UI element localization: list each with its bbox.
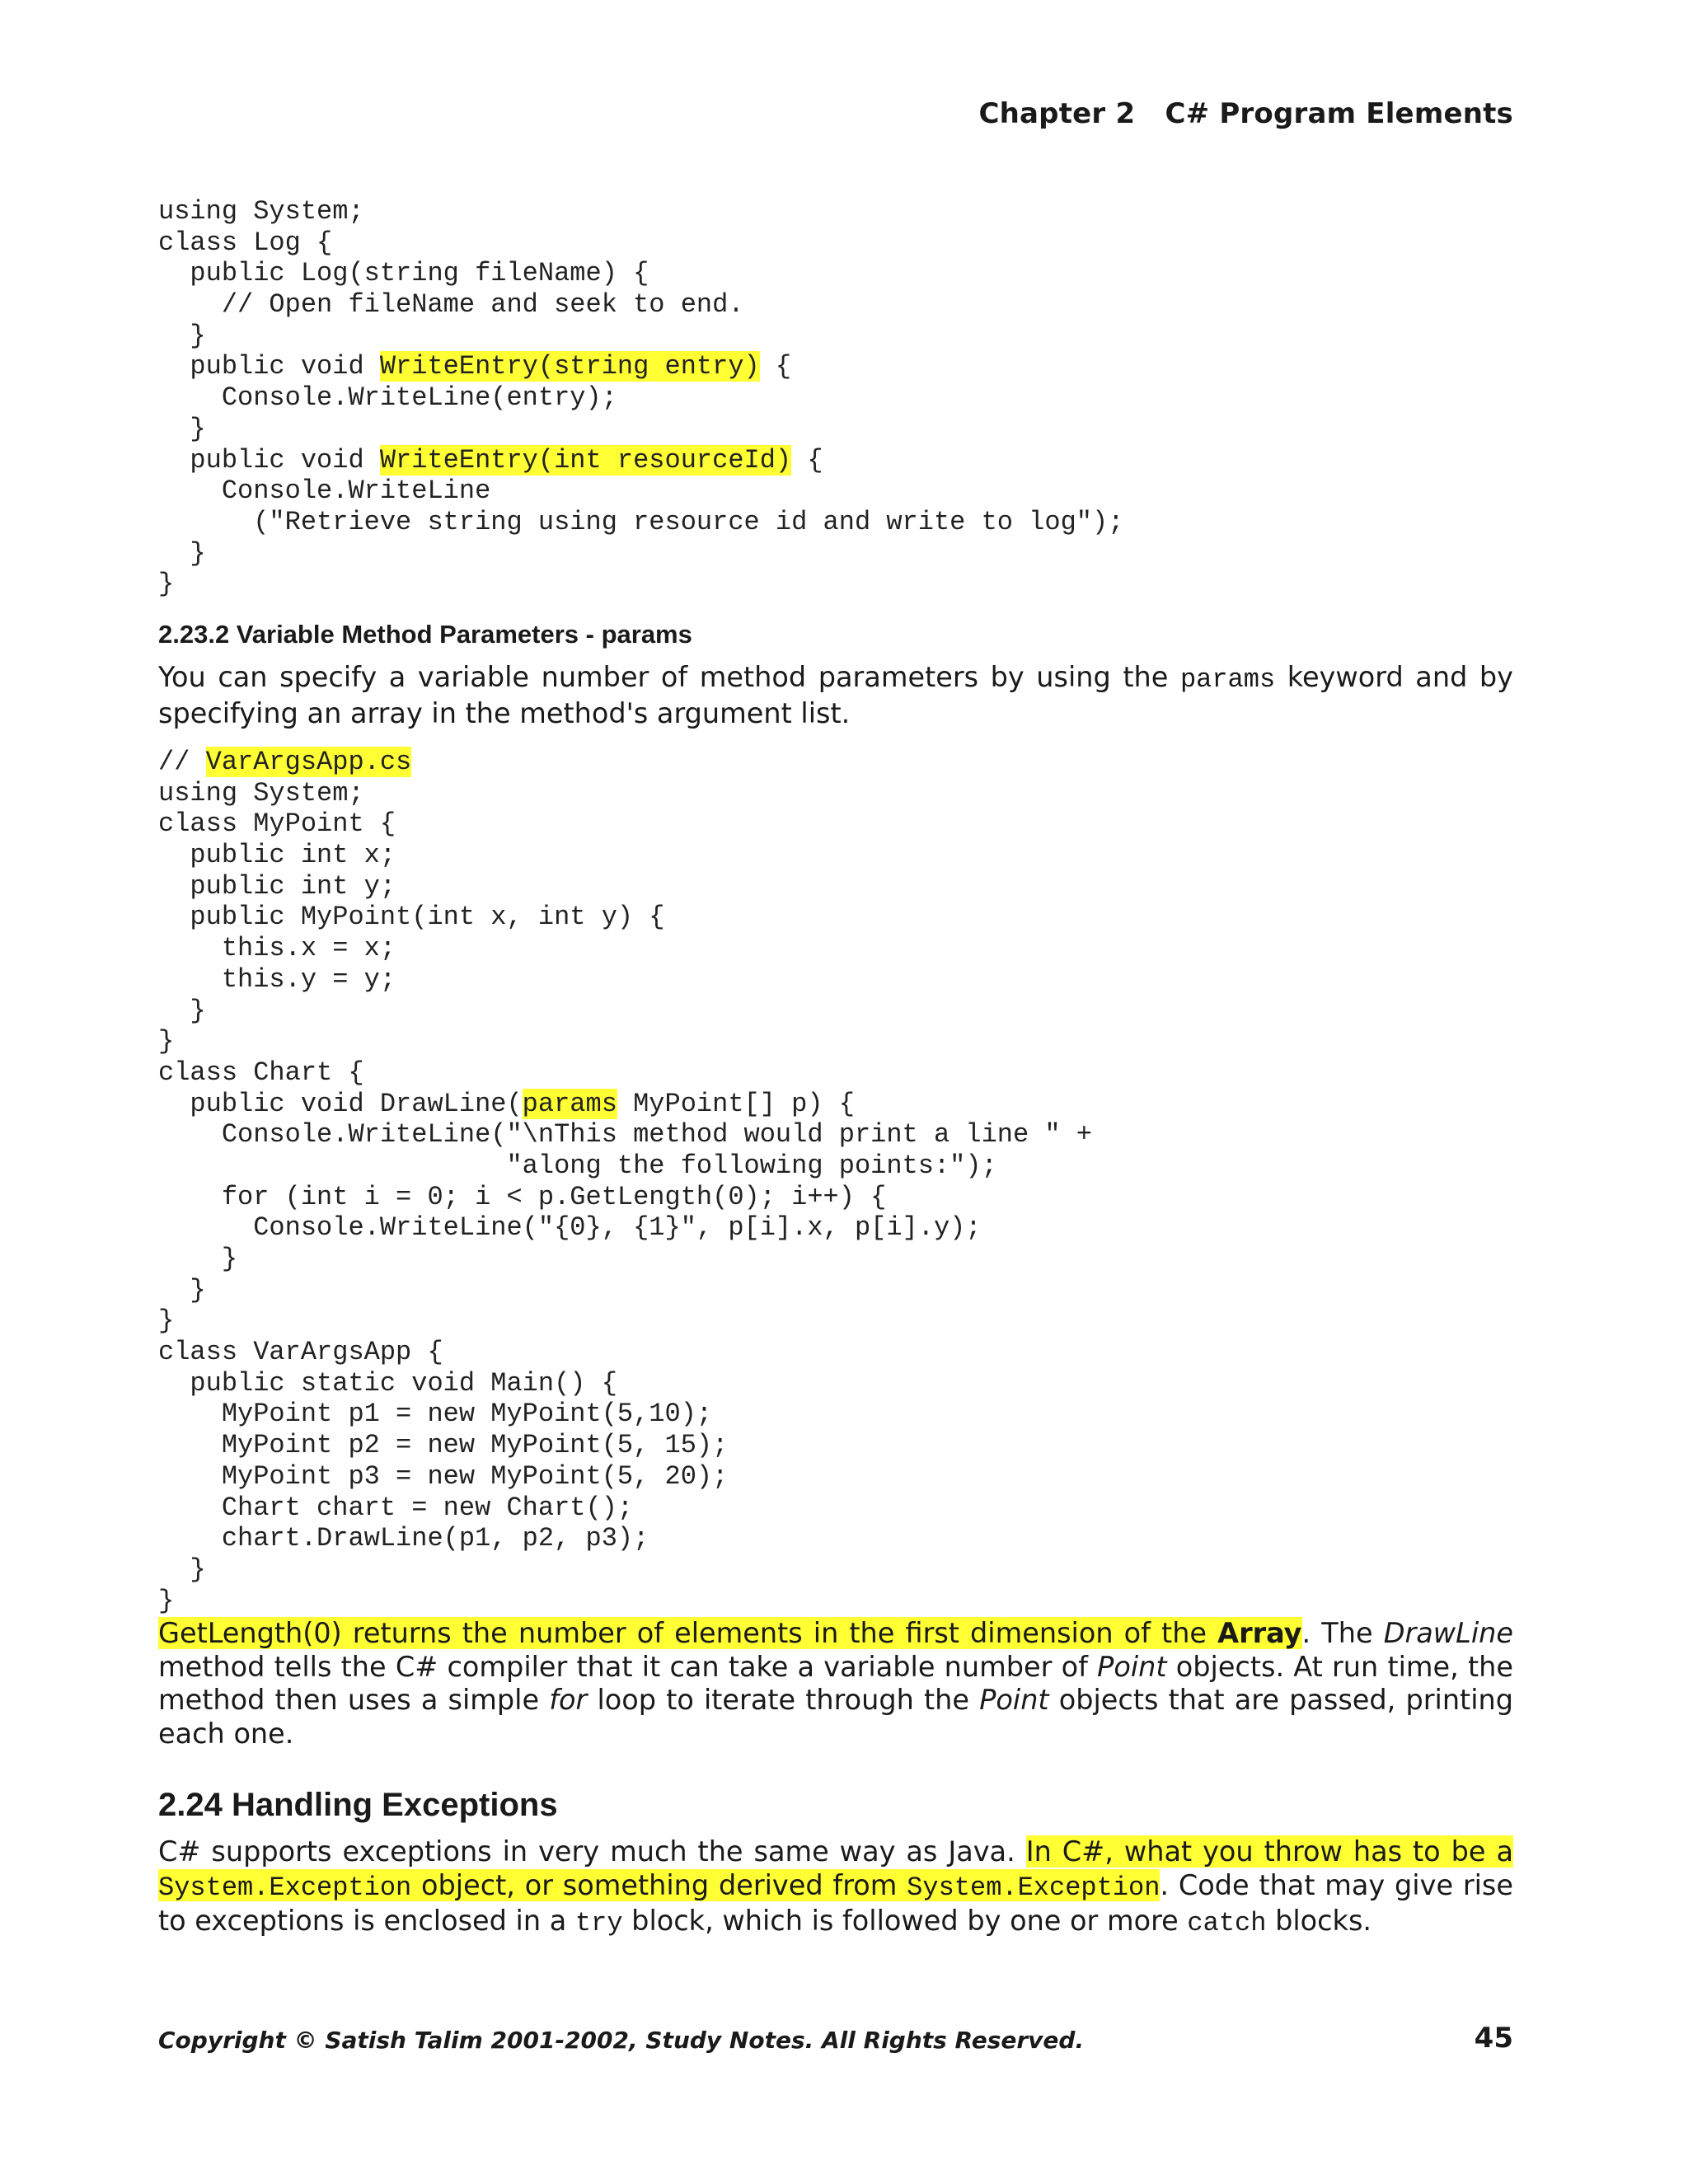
- code-line: }: [158, 1585, 175, 1616]
- explanation-paragraph: GetLength(0) returns the number of elements in the first dimension of the Array. The DrawLine method tells the C# compiler that it can take a variable number of Point objects. At run time, the method then uses a simple for loop to iterate through the Point objects that are passed, printing each one.: [158, 1617, 1514, 1750]
- code-line: public int y;: [158, 870, 396, 902]
- code-line: }: [158, 1274, 206, 1305]
- code-line: class MyPoint {: [158, 808, 396, 840]
- code-line: class Chart {: [158, 1057, 364, 1088]
- code-line: for (int i = 0; i < p.GetLength(0); i++) {: [158, 1181, 887, 1212]
- code-line: MyPoint p3 = new MyPoint(5, 20);: [158, 1460, 729, 1492]
- highlight-exception-note: In C#, what you throw has to be a System.Exception object, or something derived from System.Exception: [158, 1835, 1513, 1903]
- section-heading-2-23-2: 2.23.2 Variable Method Parameters - params: [158, 620, 692, 649]
- code-line: }: [158, 1554, 206, 1585]
- try-keyword: try: [574, 1908, 623, 1938]
- code-line: class Log {: [158, 227, 333, 258]
- code-line: public void DrawLine(params MyPoint[] p) {: [158, 1088, 855, 1119]
- code-line: // VarArgsApp.cs: [158, 747, 412, 777]
- code-line: }: [158, 1244, 238, 1274]
- code-line: }: [158, 537, 206, 569]
- chapter-label: Chapter 2: [978, 97, 1136, 130]
- code-line: public void WriteEntry(int resourceId) {: [158, 444, 823, 476]
- code-line: public int x;: [158, 840, 396, 871]
- code-line: public MyPoint(int x, int y) {: [158, 902, 665, 933]
- code-line: }: [158, 995, 206, 1026]
- code-line: MyPoint p1 = new MyPoint(5,10);: [158, 1399, 713, 1430]
- code-block-varargs: [158, 747, 1092, 1616]
- highlight-params: params: [522, 1088, 617, 1119]
- document-page: [158, 0, 1513, 2184]
- code-line: }: [158, 1026, 175, 1057]
- code-line: this.x = x;: [158, 933, 396, 964]
- code-line: ("Retrieve string using resource id and write to log");: [158, 506, 1124, 537]
- exceptions-paragraph: C# supports exceptions in very much the same way as Java. In C#, what you throw has to be a System.Exception object, or something derived from System.Exception. Code that may give rise to exceptions is enclosed in a try block, which is followed by one or more catch blocks.: [158, 1835, 1513, 1938]
- code-line: // Open fileName and seek to end.: [158, 289, 744, 321]
- code-line: public static void Main() {: [158, 1367, 617, 1399]
- params-keyword: params: [1179, 664, 1276, 695]
- code-line: chart.DrawLine(p1, p2, p3);: [158, 1523, 649, 1554]
- catch-keyword: catch: [1187, 1908, 1267, 1938]
- code-line: }: [158, 1305, 175, 1337]
- section-heading-2-24: 2.24 Handling Exceptions: [158, 1787, 558, 1823]
- code-line: }: [158, 569, 175, 600]
- code-line: class VarArgsApp {: [158, 1337, 443, 1368]
- page-number: 45: [1474, 2022, 1513, 2055]
- code-line: using System;: [158, 777, 364, 808]
- copyright-footer: Copyright © Satish Talim 2001-2002, Study Notes. All Rights Reserved.: [158, 2027, 1085, 2054]
- code-line: Console.WriteLine(entry);: [158, 382, 617, 414]
- code-line: using System;: [158, 196, 364, 227]
- code-line: Console.WriteLine("\nThis method would print a line " +: [158, 1119, 1092, 1151]
- code-line: Chart chart = new Chart();: [158, 1492, 634, 1523]
- highlight-writeentry-string: WriteEntry(string entry): [379, 351, 760, 382]
- code-line: public void WriteEntry(string entry) {: [158, 351, 792, 382]
- params-paragraph: You can specify a variable number of method parameters by using the params keyword and by specifying an array in the method's argument list.: [158, 661, 1514, 729]
- code-line: MyPoint p2 = new MyPoint(5, 15);: [158, 1430, 729, 1461]
- running-header: [978, 97, 1513, 130]
- highlight-getlength-note: GetLength(0) returns the number of elements in the first dimension of the Array: [158, 1617, 1302, 1649]
- code-line: }: [158, 320, 206, 351]
- code-line: }: [158, 413, 206, 444]
- code-line: this.y = y;: [158, 963, 396, 995]
- highlight-writeentry-int: WriteEntry(int resourceId): [379, 444, 792, 476]
- highlight-filename: VarArgsApp.cs: [205, 747, 412, 777]
- code-block-log: [158, 196, 1123, 600]
- code-line: Console.WriteLine("{0}, {1}", p[i].x, p[i].y);: [158, 1212, 982, 1244]
- chapter-title: C# Program Elements: [1165, 97, 1513, 130]
- code-line: public Log(string fileName) {: [158, 258, 649, 289]
- code-line: Console.WriteLine: [158, 476, 491, 507]
- code-line: "along the following points:");: [158, 1150, 997, 1181]
